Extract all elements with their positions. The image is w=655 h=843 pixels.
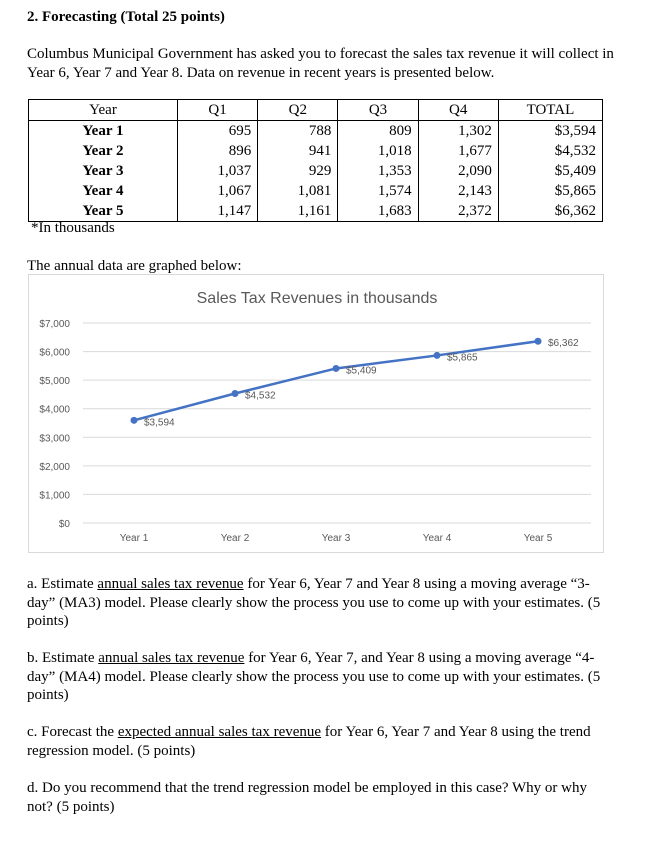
value-cell: 1,683 — [338, 201, 418, 222]
question-c-suffix: for Year 6, Year 7 and Year 8 using the trend regression model. (5 points) — [27, 724, 591, 759]
line-chart — [29, 275, 605, 554]
y-tick-label: $0 — [58, 519, 70, 530]
data-point — [232, 390, 239, 397]
chart-container — [28, 274, 604, 553]
value-cell: 1,353 — [338, 161, 418, 181]
year-cell: Year 4 — [29, 181, 178, 201]
value-cell: 1,037 — [178, 161, 258, 181]
question-b-prefix: b. Estimate — [27, 650, 99, 666]
data-point — [434, 352, 441, 359]
table-row — [29, 141, 603, 161]
intro-paragraph: Columbus Municipal Government has asked you to forecast the sales tax revenue it will collect in Year 6, Year 7 and Year 8. Data on revenue in recent years is presented below. — [27, 46, 614, 81]
total-cell: $5,409 — [498, 161, 602, 181]
question-a-underlined: annual sales tax revenue — [97, 576, 244, 592]
data-label: $3,594 — [144, 417, 175, 429]
header-cell: Q2 — [258, 100, 338, 121]
value-cell: 1,067 — [178, 181, 258, 201]
question-c — [27, 723, 612, 760]
header-cell: TOTAL — [498, 100, 602, 121]
header-cell: Year — [29, 100, 178, 121]
table-row — [29, 201, 603, 222]
y-tick-label: $2,000 — [39, 461, 70, 473]
year-cell: Year 5 — [29, 201, 178, 222]
value-cell: 941 — [258, 141, 338, 161]
question-c-prefix: c. Forecast the — [27, 724, 118, 740]
data-label: $5,865 — [447, 352, 478, 364]
total-cell: $3,594 — [498, 121, 602, 142]
chart-intro: The annual data are graphed below: — [27, 258, 242, 274]
data-label: $5,409 — [346, 365, 377, 377]
value-cell: 1,081 — [258, 181, 338, 201]
year-cell: Year 2 — [29, 141, 178, 161]
value-cell: 896 — [178, 141, 258, 161]
value-cell: 2,090 — [418, 161, 498, 181]
data-point — [333, 365, 340, 372]
question-b — [27, 649, 612, 705]
y-tick-label: $3,000 — [39, 433, 70, 445]
question-a — [27, 575, 612, 631]
x-tick-label: Year 2 — [220, 533, 250, 544]
year-cell: Year 3 — [29, 161, 178, 181]
value-cell: 695 — [178, 121, 258, 142]
table-row — [29, 121, 603, 142]
question-a-suffix: for Year 6, Year 7 and Year 8 using a moving average “3-day” (MA3) model. Please clearly show the process you use to come up with your estimates. (5 points) — [27, 576, 601, 629]
section-heading: 2. Forecasting (Total 25 points) — [27, 9, 225, 25]
data-label: $4,532 — [245, 390, 276, 402]
question-a-prefix: a. Estimate — [27, 576, 98, 592]
value-cell: 929 — [258, 161, 338, 181]
value-cell: 2,143 — [418, 181, 498, 201]
data-point — [131, 417, 138, 424]
question-d: d. Do you recommend that the trend regression model be employed in this case? Why or why not? (5 points) — [27, 780, 587, 815]
question-b-underlined: annual sales tax revenue — [98, 650, 245, 666]
y-tick-label: $7,000 — [39, 319, 70, 330]
data-label: $6,362 — [548, 338, 579, 350]
value-cell: 1,147 — [178, 201, 258, 222]
total-cell: $5,865 — [498, 181, 602, 201]
value-cell: 1,161 — [258, 201, 338, 222]
x-tick-label: Year 1 — [119, 533, 149, 544]
x-tick-label: Year 5 — [523, 533, 553, 544]
value-cell: 788 — [258, 121, 338, 142]
value-cell: 1,302 — [418, 121, 498, 142]
total-cell: $4,532 — [498, 141, 602, 161]
units-note: *In thousands — [31, 220, 115, 236]
x-tick-label: Year 4 — [422, 533, 452, 544]
table-header-row — [29, 100, 603, 121]
table-row — [29, 161, 603, 181]
y-tick-label: $5,000 — [39, 376, 70, 388]
revenue-table — [28, 99, 603, 222]
y-tick-label: $4,000 — [39, 404, 70, 416]
y-tick-label: $6,000 — [39, 347, 70, 359]
table-row — [29, 181, 603, 201]
x-tick-label: Year 3 — [321, 533, 351, 544]
header-cell: Q1 — [178, 100, 258, 121]
value-cell: 2,372 — [418, 201, 498, 222]
question-b-suffix: for Year 6, Year 7, and Year 8 using a moving average “4-day” (MA4) model. Please clearly show the process you use to come up with your estimates. (5 points) — [27, 650, 601, 703]
total-cell: $6,362 — [498, 201, 602, 222]
header-cell: Q3 — [338, 100, 418, 121]
value-cell: 1,574 — [338, 181, 418, 201]
header-cell: Q4 — [418, 100, 498, 121]
y-tick-label: $1,000 — [39, 490, 70, 502]
question-c-underlined: expected annual sales tax revenue — [117, 724, 322, 740]
value-cell: 1,018 — [338, 141, 418, 161]
value-cell: 809 — [338, 121, 418, 142]
value-cell: 1,677 — [418, 141, 498, 161]
year-cell: Year 1 — [29, 121, 178, 142]
data-point — [535, 338, 542, 345]
chart-title: Sales Tax Revenues in thousands — [196, 290, 438, 307]
